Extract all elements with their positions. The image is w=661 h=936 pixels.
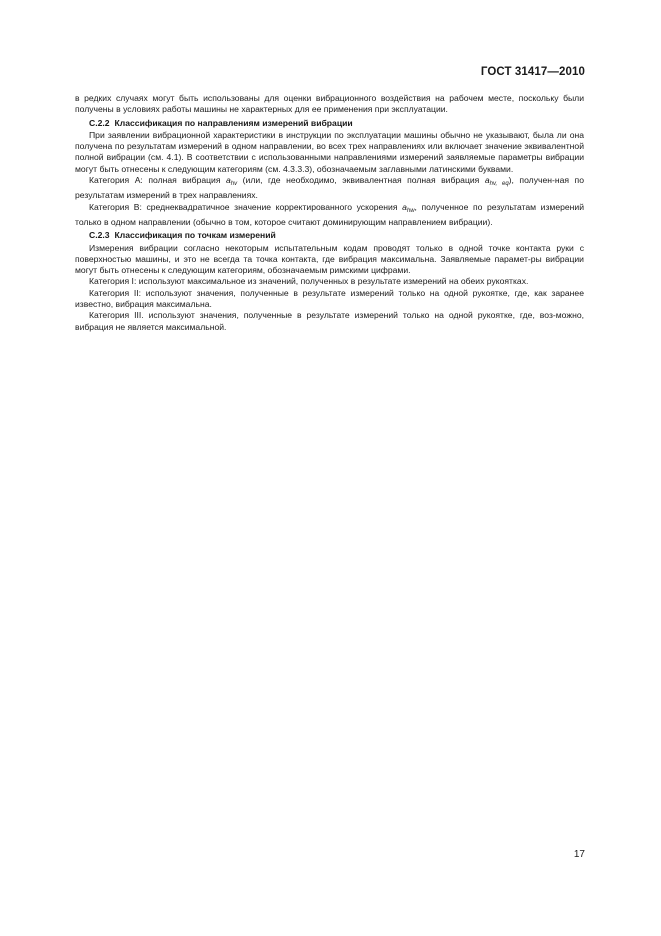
subscript-hv: hv [230, 181, 238, 188]
category-a-text-3: ), получен-ная по результатам измерений в трех направлениях. [75, 175, 584, 201]
paragraph-continuation: в редких случаях могут быть использованы для оценки вибрационного воздействия на рабочем месте, поскольку были получены в условиях работы машины не характерных для ее применения при эксплуатации. [75, 93, 584, 115]
category-a-paragraph [75, 175, 584, 202]
subscript-hw: hw [406, 207, 415, 214]
section-number: С.2.3 [89, 230, 110, 241]
symbol-a-hv: a [226, 175, 231, 186]
category-b-text-1: Категория В: среднеквадратичное значение корректированного ускорения [89, 201, 403, 212]
paragraph-measurement-points: Измерения вибрации согласно некоторым испытательным кодам проводят только в одной точке контакта руки с поверхностью машины, и это не всегда та точка контакта, где вибрация максимальна. Заявляемые парамет-ры вибрации могут быть отнесены к следующим категориям, обозначаемым римскими цифрами. [75, 242, 584, 276]
section-number: С.2.2 [89, 117, 110, 128]
paragraph-declaration: При заявлении вибрационной характеристики в инструкции по эксплуатации машины обычно не указывают, была ли она получена по результатам измерений в одном направлении, во всех трех направлениях или включает значение эквивалентной полной вибрации (см. 4.1). В соответствии с использованными направлениями измерений заявляемые параметры вибрации могут быть отнесены к следующим категориям (см. 4.3.3.3), обозначаемым заглавными латинскими буквами. [75, 129, 584, 174]
category-a-text-2: (или, где необходимо, эквивалентная полная вибрация [237, 175, 485, 186]
section-title: Классификация по направлениям измерений вибрации [114, 117, 353, 128]
symbol-a-hv-eq: a [484, 175, 490, 186]
subscript-hv-eq: hv, eq [489, 181, 509, 188]
page-number: 17 [573, 849, 585, 860]
section-title: Классификация по точкам измерений [114, 230, 276, 241]
symbol-a-hw: a [402, 201, 407, 212]
section-heading-c22 [75, 118, 584, 129]
section-heading-c23 [75, 230, 584, 241]
document-code-header: ГОСТ 31417—2010 [480, 66, 585, 78]
category-iii-paragraph: Категория III. используют значения, полученные в результате измерений только на одной рукоятке, где, воз-можно, вибрация не является максимальной. [75, 310, 584, 332]
category-ii-paragraph: Категория II: используют значения, полученные в результате измерений только на одной рукоятке, где, как заранее известно, вибрация максимальна. [75, 287, 584, 310]
category-b-paragraph [75, 202, 584, 229]
category-b-text-2: , полученное по результатам измерений только в одном направлении (обычно в том, которое считают доминирующим направлением вибрации). [75, 201, 585, 227]
category-a-text-1: Категория А: полная вибрация [89, 175, 227, 186]
page-content [75, 93, 584, 333]
category-i-paragraph: Категория I: используют максимальное из значений, полученных в результате измерений на обеих рукоятках. [89, 276, 529, 287]
